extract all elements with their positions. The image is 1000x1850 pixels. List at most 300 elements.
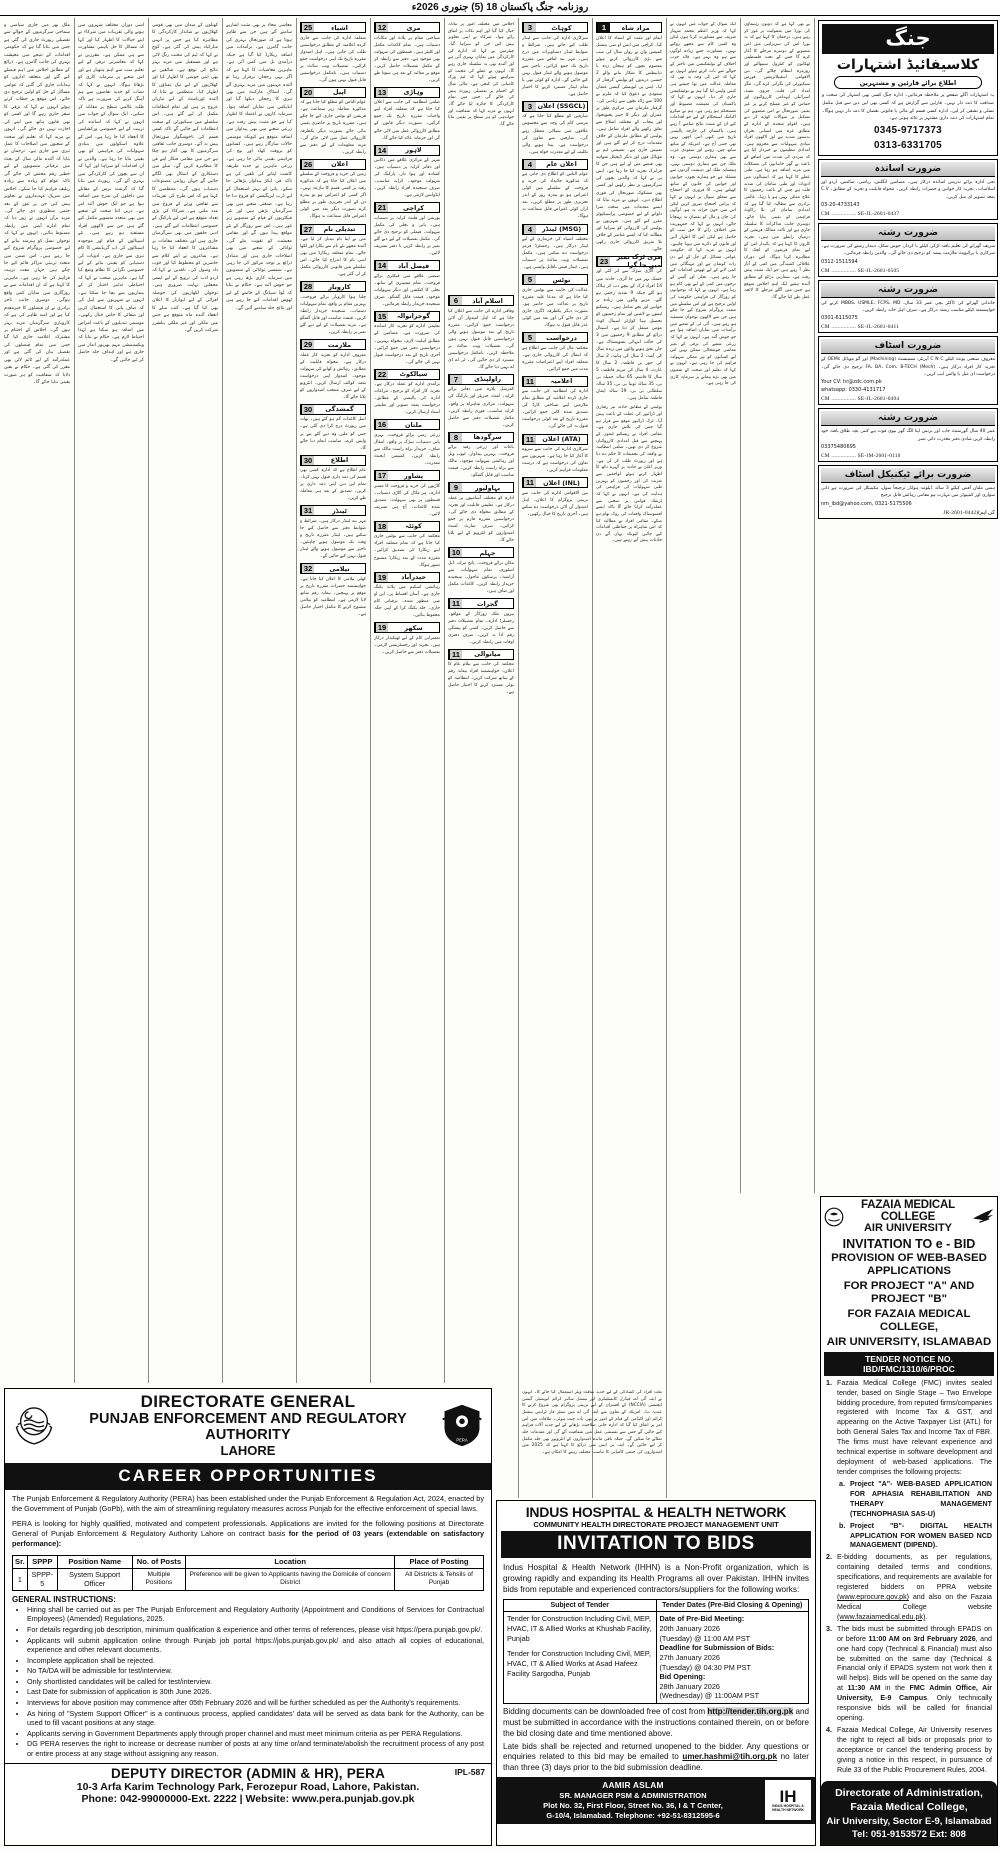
fazaia-name-1: FAZAIA MEDICAL COLLEGE (861, 1199, 955, 1224)
fazaia-project-b (821, 1521, 997, 1553)
th-no-of-posts: No. of Posts (132, 1555, 186, 1568)
ad-number: 31 (301, 506, 314, 515)
rail-ad-phone[interactable]: 03375480695 (821, 444, 856, 451)
indus-intro: Indus Hospital & Health Network (IHHN) is a Non-Profit organization, which is growing rapidly and expanding its Health Programs all over Pakistan. IHHN invites bids from reputable and experienced contractors/suppliers for the following works: (503, 1563, 809, 1595)
pera-positions-table (12, 1555, 484, 1591)
pera-logo-icon (439, 1402, 485, 1448)
clause-text: Fazaia Medical College, Air University reserves the right to reject all bids or proposals prior to acceptance or cancel the tendering process by giving a notice in this respect, in pursuance of Rule 33 of the Public Procurement Rules, 2004. (837, 1726, 992, 1774)
fazaia-headline-4: AIR UNIVERSITY, ISLAMABAD (826, 1335, 992, 1348)
pera-title-line3: LAHORE (220, 1442, 276, 1458)
ad-number: 11 (523, 435, 536, 444)
fazaia-names (844, 1199, 972, 1235)
ad-title: اطلاع (330, 456, 349, 465)
classified-ad[interactable] (374, 22, 440, 84)
classified-ad[interactable] (374, 369, 440, 417)
logo-label: INDUS HOSPITAL & HEALTH NETWORK (772, 1804, 804, 1812)
ad-title: گمشدگی (325, 405, 354, 414)
ad-number: 12 (375, 23, 388, 32)
rail-ad-email[interactable]: nm_ibd@yahoo.com, 0321-5175506 (821, 500, 912, 507)
pera-footer-address: 10-3 Arfa Karim Technology Park, Ferozepur Road, Lahore, Pakistan. (76, 1780, 420, 1793)
th-sppp: SPPP (27, 1555, 57, 1568)
list-item: • DG PERA reserves the right to increase or decrease number of posts at any time or/and terminate/abolish the recruitment process of any post or entire process at any stage without assigning any reason. (27, 1739, 484, 1758)
classified-ad[interactable] (374, 145, 440, 200)
rail-ad-title: ضرورت رشتہ (821, 283, 995, 298)
ad-body: میں نے اپنا نام تبدیل کر لیا ہے۔ آئندہ مجھے نئے نام سے پکارا اور لکھا جائے۔ تمام متعلقہ ریکارڈ میں بھی اسی نام کا اندراج کیا جائے۔ اس سلسلے میں قانونی کارروائی مکمل کر لی گئی ہے۔ (300, 237, 366, 278)
date-value-3a: 28th January 2026 (659, 1681, 720, 1691)
ad-body: محکمہ مال کی جانب سے اطلاع ہے کہ انتقال کی کارروائی جاری ہے۔ متعلقہ افراد اپنے اعتراضات مقررہ مدت میں جمع کرائیں۔ (522, 345, 588, 372)
pera-ipl-code: IPL-587 (454, 1766, 485, 1777)
rail-ad-phone[interactable]: 0301-6115075 (821, 315, 858, 322)
ad-body: وفاقی ادارے کی جانب سے اعلان کیا جاتا ہے کہ اہل امیدوار آن لائن درخواست جمع کرائیں۔ مقررہ تاریخ کے بعد موصول ہونے والی درخواستیں قابل قبول نہیں ہوں گی۔ تفصیلات ویب سائٹ پر ملاحظہ کریں۔ نامکمل درخواستیں مسترد کر دی جائیں گی۔ ٹی اے ڈی اے نہیں دیا جائے گا۔ (448, 308, 514, 370)
ad-title: نوٹس (552, 275, 571, 284)
fazaia-footer-2: Fazaia Medical College, (850, 1801, 968, 1814)
classified-ad[interactable] (448, 432, 514, 480)
classified-ad[interactable] (300, 281, 366, 336)
ad-body: مختلف اشیاء کی خریداری کے لیے ٹینڈر درکار ہیں۔ رجسٹرڈ فرمز درخواست دے سکتی ہیں۔ مکمل تفصیلات ویب سائٹ پر دستیاب ہیں۔ ٹینڈر فیس ناقابل واپسی ہے۔ (522, 237, 588, 271)
date-value-1a: 20th January 2026 (659, 1624, 720, 1634)
ad-title: سرگودھا (473, 433, 502, 442)
indus-tender-table (503, 1599, 809, 1704)
classified-ad[interactable] (300, 563, 366, 618)
classified-ad[interactable] (522, 376, 588, 431)
ad-body: عدالت کی جانب سے نوٹس جاری کیا جاتا ہے کہ مدعا علیہ مقررہ تاریخ پر عدالت میں حاضر ہو۔ بصورت دیگر یکطرفہ ڈگری جاری کر دی جائے گی اور بعد میں کوئی عذر قابل قبول نہ ہوگا۔ (522, 287, 588, 328)
ad-title: سیالکوٹ (399, 370, 428, 379)
punjab-government-crest-icon (11, 1402, 57, 1448)
classified-ad[interactable] (522, 332, 588, 373)
clause3-e: . Only technically responsive bids will be called for financial opening. (837, 1694, 992, 1723)
fazaia-crest-icon (824, 1207, 844, 1227)
ad-number: 20 (301, 88, 314, 97)
ad-body: عوام الناس کو مطلع کیا جاتا ہے کہ مذکورہ معاملہ زیر سماعت ہے۔ فریقین کو نوٹس جاری کیے جا چکے ہیں۔ مقررہ تاریخ پر حاضری یقینی بنائی جائے بصورت دیگر یکطرفہ کارروائی عمل میں لائی جائے گی۔ مزید معلومات کے لیے دفتر سے رابطہ کریں۔ (300, 100, 366, 155)
indus-address-1: Plot No. 32, First Floor, Street No. 36, I & T Center, (543, 1800, 723, 1810)
classified-ad[interactable] (300, 159, 366, 221)
pera-footer-title: DEPUTY DIRECTOR (ADMIN & HR), PERA (110, 1765, 386, 1781)
fazaia-footer (821, 1781, 997, 1846)
project-b-marker: b. (839, 1521, 846, 1530)
jang-phone-2[interactable]: 0313-6331705 (873, 139, 943, 151)
ad-body: عوام الناس کو اطلاع دی جاتی ہے کہ مذکورہ جائیداد کی خرید و فروخت کے سلسلے میں کوئی اعتراض ہو تو پندرہ روز کے اندر تحریری طور پر مطلع کریں۔ بعد ازاں کوئی اعتراض قابل سماعت نہ ہوگا۔ (522, 172, 588, 220)
list-item: • Hiring shall be carried out as per The Punjab Enforcement and Regulatory Authority (Appointment and Conditions of Services for Contractual Employees) (Amended) Regulations, 2025. (27, 1605, 484, 1624)
pera-instructions-heading: GENERAL INSTRUCTIONS: (12, 1594, 116, 1604)
classified-ad[interactable] (374, 87, 440, 142)
fazaia-footer-1: Directorate of Administration, (835, 1786, 983, 1799)
classified-ad[interactable] (448, 547, 514, 595)
ad-title: اعلان عام (546, 160, 577, 169)
note2-b: no later than three (3) days prior to the bid submission deadline. (503, 1752, 809, 1773)
rail-ad-body: شریف گھرانے کی تعلیم یافتہ لڑکی کیلئے با کردار، خوش شکل، دیندار رشتے کی ضرورت ہے۔ سرکاری یا پرائیویٹ ملازمت پیشہ کو ترجیح دی جائے گی۔ والدین رابطہ فرمائیں۔ (821, 244, 995, 257)
ad-number: 30 (301, 405, 314, 414)
classified-ad[interactable] (374, 419, 440, 467)
classified-ad[interactable] (300, 455, 366, 503)
rail-ad-body: عمر 40 سال گورنمنٹ جاب اور بزنس اپنا الگ گھر بیوی فوت ہے کتنی بچہ طلاق یافتہ خود رابطہ کریں شادی دفتر معذرت ذاتی نمبر (821, 429, 996, 442)
classified-title: کلاسیفائیڈ اشتہارات (836, 57, 980, 73)
ad-title: کاروبار (328, 282, 351, 291)
rail-ad-whatsapp[interactable]: whatsapp: 0330-4131717 (821, 387, 886, 394)
ad-body: زمین کی خرید و فروخت کے سلسلے میں اعلان کیا جاتا ہے کہ مذکورہ رقبہ پر کسی قسم کا تنازعہ نہیں۔ اگر کسی کو اعتراض ہو تو پندرہ دن کے اندر تحریری طور پر مطلع کرے بصورت دیگر بعد میں کوئی اعتراض قابل سماعت نہ ہوگا۔ (300, 172, 366, 220)
clause3-c: , and one hard copy (Technical & Financial) must also be submitted on the same day (Technical & Financial only if EPADS system not work then it will helps). Bids will be opened on the same day at (837, 1634, 992, 1693)
ad-body: تعلیمی ادارے کو تجربہ کار اساتذہ کی ضرورت ہے۔ مضامین کے مطابق اہلیت لازم۔ تنخواہ بہترین۔ درخواستیں دفتر میں جمع کرائیں۔ آخری تاریخ کے بعد درخواست قبول نہیں کی جائے گی۔ (374, 324, 440, 365)
reader-notice-pill: اطلاع برائے قارئین و مشتہرین (834, 76, 982, 89)
news-column-2: اسی دوران مختلف شہروں میں ہونے والی تقریبات میں شرکاء نے اپنے خیالات کا اظہار کیا اور کہا کہ مسائل کا حل باہمی مشاورت سے ہی ممکن ہے۔ مقررین نے کہا کہ معاشرتی ترقی کے لیے تعلیم سب سے اہم ہتھیار ہے اور اس شعبے پر سرمایہ کاری کو بڑھانا ہوگا۔ انہوں نے کہا کہ نصاب کو جدید تقاضوں سے ہم آہنگ کرنے کی ضرورت ہے تاکہ طلبہ عالمی سطح پر مقابلہ کر سکیں۔ ایک سوال کے جواب میں انہوں نے کہا کہ اساتذہ کی تربیت کے لیے خصوصی ورکشاپس کا انعقاد کیا جا رہا ہے۔ اس کے علاوہ اسکولوں میں بنیادی سہولیات کی فراہمی کو بھی یقینی بنایا جا رہا ہے۔ والدین نے ان اقدامات کو سراہا اور کہا کہ ان سے بچوں کی کارکردگی میں بہتری آئے گی۔ رپورٹ میں بتایا گیا کہ گزشتہ برس کے مقابلے میں داخلوں کی شرح میں اضافہ ہوا ہے جو ایک خوش آئند امر ہے۔ دریں اثنا صحت کے شعبے میں بھی متعدد منصوبے مکمل کیے گئے ہیں جن سے لاکھوں افراد مستفید ہو رہے ہیں۔ نئے اسپتالوں کے قیام اور موجودہ اسپتالوں کی اپ گریڈیشن کا کام تیزی سے جاری ہے۔ ادویات کی دستیابی کو یقینی بنانے کے لیے خصوصی نگرانی کا نظام وضع کیا گیا ہے۔ ماہرین صحت نے کہا کہ احتیاطی تدابیر اختیار کر کے بیماریوں سے بچا جا سکتا ہے۔ انہوں نے شہریوں سے اپیل کی کہ صاف پانی کا استعمال کریں اور صفائی کا خاص خیال رکھیں۔ موسمی تبدیلیوں کے باعث امراض میں اضافہ ہو سکتا ہے لہٰذا احتیاط لازم ہے۔ حکام نے بتایا کہ ویکسینیشن مہم بھرپور انداز میں جاری ہے اور اہداف جلد حاصل کر لیے جائیں گے۔ (78, 23, 144, 363)
rail-ad-body: ہمیں ملتان آفس کیلئے 3 سالہ ڈپلومہ ہولڈر ترجیحاً سول، مکینیکل کی ضرورت ہے ذاتی سواری اور کمپیوٹر میں مہارت ہو مقامی رہائش قابل ترجیح (821, 486, 995, 499)
ad-number: 4 (523, 225, 536, 234)
list-item: • Interviews for above position may commence after 05th February 2026 and will be further scheduled as per the Authority's requirements. (27, 1698, 484, 1708)
ad-body: مہر بند ٹینڈر درکار ہیں۔ شرائط و ضوابط دفتر سے حاصل کیے جا سکتے ہیں۔ ٹینڈر مقررہ تاریخ و وقت تک موصول ہونے چاہئیں۔ تاخیر سے موصول ہونے والے ٹینڈر قبول نہیں کیے جائیں گے۔ (300, 518, 366, 560)
cell-sr: 1 (13, 1568, 28, 1590)
ad-body: انعام اور مفت کے استاد کا اعلان کیا۔ کراچی میں ایس او سی نیشنل کمیشن وان نے رواں سال کی سب سے بڑی کارروائی کرتے ہوئے معصوم بچوں کو ہیجان زدہ یا ذیابیطس کا شکار بنانے والے 2 جنسی درندوں کو پولیس گرفتار کر لیا۔ ایس پی انویسٹی گیشن عثمان سعودی نے دعویٰ کیا کہ ملزم نے 100 سے زائد بچوں سے زیادتی کی۔ گرفتار ملزمان میں مرکزی طور پر عمران اور دیگر کا خیبر پختونخوا، اور پنجاب کے مختلف اضلاع سے تعلق رکھنے والے افراد شامل ہیں۔ پولیس کے مطابق ملزمان کے خلاف مقدمات درج کر لیے گئے ہیں اور تفتیش جاری ہے۔ تفتیشی ٹیم نے موبائل فون اور دیگر ڈیجیٹل شواہد بھی قبضے میں لے لیے ہیں جن کا فرانزک تجزیہ کیا جا رہا ہے۔ ایس پی نے کہا کہ والدین بچوں کی سرگرمیوں پر نظر رکھیں اور کسی بھی مشکوک صورتحال کی فوری اطلاع دیں۔ انہوں نے مزید بتایا کہ ایسے مقدمات میں سخت سزا دلوانے کے لیے خصوصی پراسیکیوٹر مقرر کیے گئے ہیں۔ شہریوں نے پولیس کی کارروائی کو سراہا اور مطالبہ کیا کہ ایسے عناصر کے خلاف بلا تفریق کارروائی جاری رکھی جائے۔ (596, 35, 662, 252)
ad-title: راولپنڈی (474, 375, 502, 384)
classified-ad[interactable] (374, 622, 440, 656)
fazaia-headline-3: FOR FAZAIA MEDICAL COLLEGE, (847, 1307, 971, 1333)
ad-body: رہائشی اسکیم میں پلاٹ بکنگ جاری ہے۔ آسان اقساط پر۔ این او سی منظور شدہ۔ ترقیاتی کام جاری۔ جلد بکنگ کرا کے اپنی جگہ محفوظ بنائیں۔ (374, 585, 440, 619)
ad-title: مری (406, 23, 421, 32)
contact-email[interactable]: umer.hashmi@tih.org.pk (682, 1752, 778, 1762)
classified-ad[interactable] (522, 224, 588, 272)
ad-body: کی گاڑی سڑک سے اتر گئی اور خشک نہر میں جا گری۔ حادثہ میں 14 افراد ٹرک کے نیچے دب کر ہلاک ہو گئے جبکہ 9 شدید زخمی ہو گئے۔ مرنے والوں میں زیادہ تر خواتین اور بچے شامل ہیں۔ ریسکیو ٹیموں نے لاشیں اور تمام زخمیوں کو تحصیل ہیڈ کوارٹر اسپتال کوٹ مومن منتقل کر دیا ہے۔ اسپتال ذرائع کے مطابق 9 زخمیوں میں 3 کی حالت انتہائی تشویشناک ہے۔ جاں بحق ہونے والوں میں زیدہ سال کی آمنہ، 2 سال کی ہانیہ، 2 سال کی حور بن فاطمہ، 2 سال کا عارث، 4 سال کی مریم فاطمہ، 5 سال کا قاسم، 65 سالہ جمیلہ بی بی، 35 سالہ ثونیا بی بی، 35 سالہ سلطانی بی بی، 19 سالہ ایمان فاطمہ شامل ہیں۔ (596, 269, 662, 402)
ad-number: 11 (449, 599, 462, 608)
ad-title: فیصل آباد (397, 261, 430, 270)
rail-ad-rishta-2[interactable] (818, 280, 998, 334)
classified-column-g (744, 22, 810, 1187)
jang-phone-1[interactable]: 0345-9717373 (873, 125, 943, 137)
classified-ad[interactable] (374, 470, 440, 518)
table-row (504, 1612, 809, 1704)
classified-ad[interactable] (522, 477, 588, 518)
clause2-a: E-bidding documents, as per regulations, containing detailed terms and conditions, specifications, and requirements are available for registered bidders on PPRA website (837, 1553, 992, 1592)
ad-title: پشاور (404, 471, 423, 480)
ad-number: 10 (449, 548, 462, 557)
rail-ad-code: کی ایم)(JR-2601-0442 (943, 509, 995, 516)
air-university-wing-icon (972, 1206, 994, 1228)
ad-title: درخواست (546, 333, 577, 342)
fazaia-clause-4 (821, 1725, 997, 1777)
classified-ad[interactable] (596, 22, 662, 253)
fazaia-footer-4[interactable]: Tel: 051-9153572 Ext: 808 (852, 1829, 966, 1841)
pera-intro2-a: PERA is looking for highly qualified, motivated and competent professionals. Applications are invited for the following positions at Directorate General of Punjab Enforcement & Regulatory Authority Lahore on contract basis (12, 1518, 484, 1539)
classified-ad[interactable] (522, 434, 588, 475)
clause3-d: in the (880, 1684, 910, 1693)
ad-number: 28 (301, 282, 314, 291)
ppra-url[interactable]: (www.eprocure.gov.pk) (837, 1593, 910, 1602)
indus-hospital-advertisement (496, 1500, 816, 1846)
pera-footer (5, 1763, 491, 1808)
th-location: Location (186, 1555, 395, 1568)
fazaia-tender-notice: TENDER NOTICE NO. IBD/FMC/1310/6/PROC (824, 1352, 994, 1376)
ad-body: محکمہ کی جانب سے نیلام عام کا اعلان۔ خواہشمند افراد بیعانہ رقم کے ساتھ شرکت کریں۔ انتظامیہ کو بولی مسترد کرنے کا اختیار حاصل ہے۔ (448, 662, 514, 696)
ad-number: 3 (523, 23, 536, 32)
classified-ad[interactable] (448, 649, 514, 697)
th-place-of-posting: Place of Posting (394, 1555, 483, 1568)
ad-number: 6 (449, 296, 462, 305)
ad-number: 23 (597, 257, 610, 266)
classified-ad[interactable] (374, 311, 440, 366)
masthead (0, 0, 1000, 16)
classified-ad[interactable] (300, 22, 366, 84)
ad-number: 19 (375, 623, 388, 632)
ad-number: 1 (597, 23, 610, 32)
classified-ad[interactable] (448, 598, 514, 646)
column-rule (222, 18, 223, 1383)
ad-body: کمرشل پلازہ میں دفاتر برائے کرایہ۔ لفٹ، جنریٹر اور پارکنگ کی سہولت۔ مرکزی شاہراہ پر واقع۔ کرایہ مناسب۔ فوری رابطہ کریں۔ مکمل تفصیلات دفتر سے حاصل کریں۔ (448, 387, 514, 428)
indus-hospital-logo-icon (765, 1780, 811, 1820)
clause-marker: 4. (826, 1726, 832, 1735)
project-a-text: Project "A"- WEB-BASED APPLICATION FOR APHASIA REHABILITATION AND THERAPY MANAGEMENT (TECHNOPHASIA SAS-U) (850, 1479, 992, 1518)
news-text: نے بھی کہا ہے کہ دونوں رہنماؤں کی بورڈ میں شمولیت پر غور کر رہے ہیں۔ ترجمان کا کہنا ہے کہ یہ بورڈ امن کی سربراہی میں امن منصوبے کے دوسرے مرحلے کا آغاز کرے گا جس کے تحت فلسطینی ٹھکانوں کو کنٹرول سنبھالنے اور روزمرہ انتظام چلائے گی۔ بین الاقوامی اسٹیبلائزیشن فورس سیکیورٹی کی نگرانی کرے گی۔ مگر امداد کی قلت، جزوی تنفیذ، اسرائیلی انہدامی کارروائیوں اور حماس کو غیر مسلح کرنے پر غیر یقینی صورتحال نے اس منصوبے کی تشکیل پر سوالات کھڑے کر دیے ہیں۔ اقوام متحدہ کے ادارے کے مطابق غزہ میں انسانی بحران بدستور شدید ہے اور لاکھوں افراد بنیادی سہولیات سے محروم ہیں۔ امدادی تنظیموں نے خبردار کیا ہے کہ سردی کی شدت میں اضافے کے باعث بے گھر خاندانوں کی مشکلات میں مزید اضافہ ہو رہا ہے۔ طبی عملے کا کہنا ہے کہ اسپتالوں میں ادویات اور طبی سامان کی شدید قلت ہے جس کے باعث زخمیوں کا علاج ممکن نہیں ہو پا رہا۔ عالمی برادری سے مطالبہ کیا گیا ہے کہ امدادی سامان کی بلا رکاوٹ فراہمی کو یقینی بنایا جائے۔ دوسری جانب مذاکرات کا سلسلہ جاری ہے اور ثالث ممالک فریقین کے درمیان رابطے میں ہیں۔ تجزیہ کاروں کا کہنا ہے کہ پائیدار امن کے لیے تمام فریقوں کو لچک کا مظاہرہ کرنا ہوگا۔ اس دوران علاقائی کشیدگی میں کمی کے آثار نظر آ رہے ہیں جو ایک مثبت پیش رفت ہے۔ سفارتی ذرائع کے مطابق آئندہ ہفتے ایک اہم اجلاس متوقع ہے جس میں اگلے مرحلے کا لائحہ عمل طے کیا جائے گا۔ (744, 22, 810, 300)
date-value-2a: 27th January 2026 (659, 1652, 720, 1662)
column-rule (814, 18, 815, 1193)
classified-ad[interactable] (522, 274, 588, 329)
clause2-end: . (925, 1612, 928, 1621)
ad-title: اعلان (331, 160, 348, 169)
date-value-3b: (Wednesday) @ 11:00AM PST (659, 1691, 760, 1701)
cell-subjects (504, 1612, 657, 1704)
fazaia-headline-1: PROVISION OF WEB-BASED APPLICATIONS (831, 1251, 987, 1277)
ad-body: صنعتی علاقے میں فیکٹری برائے فروخت۔ تمام مشینری کے ساتھ۔ بجلی کا کنکشن اور دیگر سہولیات موجود۔ قیمت قابل گفتگو۔ صرف سنجیدہ خریدار رابطہ فرمائیں۔ (374, 273, 440, 307)
pera-footer-contact[interactable]: Phone: 042-99000000-Ext. 2222 | Website: www.pera.punjab.gov.pk (81, 1792, 415, 1805)
ad-number: 22 (375, 370, 388, 379)
tender-subject-1: Tender for Construction Including Civil, MEP, HVAC, IT & Allied Works at Khushab Facility, Punjab (507, 1614, 652, 1643)
rail-ad-rishta-3[interactable] (818, 408, 998, 462)
ad-number: 7 (449, 375, 462, 384)
date-group-2 (660, 1643, 806, 1672)
ad-title: مراد شاہ (610, 23, 661, 32)
indus-note-1 (497, 1706, 815, 1741)
rail-ad-code: CM ................ SE-JL-2601-0437 (821, 211, 900, 218)
indus-address-2: G-10/4, Islamabad. Telephone: +92-51-8312595-6 (546, 1810, 720, 1820)
tender-url[interactable]: http://tender.tih.org.pk (707, 1707, 794, 1717)
project-a-marker: a. (839, 1479, 845, 1488)
ad-body: گاڑیوں کی خرید و فروخت کا معتبر ادارہ۔ ہر ماڈل کی گاڑی دستیاب۔ قسطوں پر بھی سہولت۔ تصدیق شدہ کاغذات۔ آج ہی تشریف لائیں۔ (374, 483, 440, 517)
ad-body: باغات اور زرعی رقبہ برائے فروخت۔ بہترین پیداوار۔ ٹیوب ویل اور رہائشی سہولت موجود۔ مالک سے براہ راست رابطہ کریں۔ قیمت مناسب اور قابل گفتگو۔ (448, 445, 514, 479)
clause-marker: 1. (826, 1378, 832, 1387)
rail-ad-technical-staff[interactable] (818, 465, 998, 519)
rail-ad-staff[interactable] (818, 336, 998, 405)
jang-masthead-block (818, 20, 998, 156)
rail-ad-phone[interactable]: 0312-1511594 (821, 258, 858, 265)
classified-ad[interactable] (300, 339, 366, 401)
classified-ad[interactable] (522, 22, 588, 98)
ad-number: 3 (523, 102, 536, 111)
th-tender-dates: Tender Dates (Pre-Bid Closing & Opening) (656, 1600, 809, 1612)
rail-ad-code: CM ................ SE-JL-2601-0411 (821, 324, 900, 331)
list-item: • For details regarding job description, minimum qualification & experience and other terms of references, please visit https://pera.punjab.gov.pk/. (27, 1625, 484, 1635)
ad-body: سرکاری ادارے کی جانب سے سروے کا آغاز کیا جا رہا ہے۔ شہریوں سے تعاون کی درخواست ہے کہ درست معلومات فراہم کریں۔ (522, 447, 588, 474)
list-item: • Only shortlisted candidates will be called for test/interview. (27, 1677, 484, 1687)
ad-title: کوئٹہ (405, 522, 422, 531)
ad-number: 18 (375, 522, 388, 531)
pera-title-line2: PUNJAB ENFORCEMENT AND REGULATORY AUTHORITY (89, 1411, 407, 1444)
clause-marker: 2. (826, 1553, 832, 1562)
rail-ad-body: نجی ادارہ برائے تدریس اساتذہ درکار ہیں۔ مضامین انگلش، ریاضی، سائنس، اردو اور اسلامیات۔ تجربہ کار خواتین و حضرات رابطہ کریں۔ تنخواہ قابلیت و تجربہ کے مطابق۔ C.V بمعہ تصویر ای میل کریں۔ (821, 180, 995, 200)
column-rule (740, 18, 741, 1193)
date-group-1 (660, 1614, 806, 1643)
ad-title: اعلامیہ (550, 377, 573, 386)
rail-ad-body: خاندانی گھرانے کی ڈاکٹر بچی عمر 33 سال، MBBS، USMLE، FCPS، MD کرنے کی خواہشمند کیلئے مناسب رشتہ درکار ہے۔ صرف اہل خانہ رابطہ کریں۔ (821, 300, 996, 314)
classified-ad[interactable] (596, 253, 662, 402)
classified-column-b (374, 22, 440, 1377)
list-item: • As hiring of "System Support Officer" is a continuous process, applied candidates' data will be served as data bank for the Authority, can be used to fill vacant positions at any stage. (27, 1709, 484, 1728)
fazaia-clause-2 (821, 1552, 997, 1623)
rail-ad-teachers[interactable] (818, 159, 998, 220)
rail-ad-code: CM ................ SE-JL-2601-0494 (821, 396, 900, 403)
ad-title: ملازمت (327, 340, 352, 349)
pera-career-banner: CAREER OPPORTUNITIES (5, 1463, 491, 1490)
news-column-1: ملک بھر میں جاری سیاسی و سماجی سرگرمیوں کے حوالے سے تفصیلی رپورٹ جاری کی گئی ہے جس میں بتایا گیا ہے کہ حکومتی اقدامات کے نتیجے میں معیشت بہتری کی جانب گامزن ہے۔ ذرائع کے مطابق اجلاس میں اہم فیصلے کیے گئے اور متعلقہ اداروں کو ہدایات جاری کی گئیں کہ عوامی مسائل کے حل کو اولین ترجیح دی جائے۔ اس موقع پر خطاب کرتے ہوئے انہوں نے کہا کہ ترقی کا سفر جاری رہے گا اور کسی کو بھی قانون ہاتھ میں لینے کی اجازت نہیں دی جائے گی۔ انہوں نے مزید کہا کہ تعلیم اور صحت کے شعبوں میں اصلاحات کا عمل تیزی سے جاری ہے۔ ترجمان نے بتایا کہ آئندہ مالی سال کے بجٹ میں ترقیاتی منصوبوں کے لیے خطیر رقم مختص کی جائے گی تاکہ عوام کو زیادہ سے زیادہ ریلیف فراہم کیا جا سکے۔ اجلاس میں شریک عہدیداروں نے تجاویز پیش کیں جن پر غور کے بعد حتمی منظوری دی جائے گی۔ مزید برآں انہوں نے زور دیا کہ تمام ادارے آپس میں رابطہ مضبوط بنائیں۔ انہوں نے کہا کہ نوجوان نسل کو ہنرمند بنانے کے لیے خصوصی پروگرام شروع کیے جا رہے ہیں۔ اس ضمن میں متعدد تربیتی مراکز قائم کیے جا چکے ہیں جہاں مفت تربیت فراہم کی جا رہی ہے۔ ماہرین کا کہنا ہے کہ ان اقدامات سے بے روزگاری میں نمایاں کمی واقع ہوگی۔ دوسری جانب تاجر برادری نے ان فیصلوں کا خیرمقدم کیا ہے اور امید ظاہر کی ہے کہ کاروباری سرگرمیاں مزید بہتر ہوں گی۔ اجلاس کے اختتام پر مشترکہ اعلامیہ جاری کیا گیا جس میں تمام فیصلوں کی تفصیل بیان کی گئی ہے اور عملدرآمد کے لیے ٹائم لائن بھی مقرر کی گئی ہے۔ حکام نے یقین دلایا کہ شفافیت کو ہر صورت یقینی بنایا جائے گا۔ (4, 23, 70, 385)
clause3-a: The bids must be submitted through EPADS on or before (837, 1624, 992, 1643)
ad-number: 27 (301, 225, 314, 234)
ad-body: عام اطلاع ہے کہ ادارہ کسی بھی قسم کی ذمہ داری قبول نہیں کرتا۔ تمام لین دین اپنی ذمہ داری پر کریں۔ تصدیق کے بعد ہی معاملہ طے کریں۔ (300, 468, 366, 502)
date-label-1: Date of Pre-Bid Meeting: (659, 1614, 745, 1624)
date-label-3: Bid Opening: (659, 1672, 706, 1682)
ad-number: 9 (449, 483, 462, 492)
ad-number: 16 (375, 420, 388, 429)
list-item: • No TA/DA will be admissible for test/interview. (27, 1666, 484, 1676)
date-value-2b: (Tuesday) @ 04:30 PM PST (659, 1662, 751, 1672)
rail-ad-title: ضرورت اسٹاف (821, 339, 995, 354)
news-text: ایک سوال کے جواب میں انہوں نے کہا کہ وزیر اعظم محمد شہباز شریف سے مشاورت کرتا ہوں لیکن وہ کسی کام سے مجھے روکتے نہیں۔ مشاورت جتنے زیادہ لوگوں سے ہو وہ بہتر ہے۔ قائد حزب اختلاف کے نوٹیفکیشن میں تاخیر کے حوالے سے بات کرتے ہوئے انہوں نے کہا کہ اس کی وجہ یہ تھی کہ معاملہ عدالت میں تھا جیسے ہی کیس واپس لیا گیا ہم نے نوٹیفکیشن جاری کر دیا۔ انہوں نے کہا کہ پاکستان کی معیشت مضبوط اور مستحکم ہو رہی ہے۔ ہم نے میکرو اکنامک استحکام کے لیے جو اقدامات کیے ان کے مثبت نتائج سامنے آ رہے ہیں۔ پاکستان کی خارجہ پالیسی تاریخ میں کبھی اتنی اچھی نہیں تھی جتنی آج ہے۔ امریکہ کے ساتھ ساتھ چین، روس اور سعودی عرب سے بھی ہماری دوستی ہے۔ وہ ملک جن سے ہماری دوستی نہیں، ہمسایہ ملک اور دہشت گردوں سے مسئلہ ہے جو ہمارے بچوں، جوانوں اور خواتین کی جانوں کے ساتھ کھیلتے ہیں۔ 8 فروری کے احتجاج سے متعلق سوال پر انہوں نے کہا کہ پرامن احتجاج ضرور کریں لیکن اس میں خون خرابہ نہ ہو، لوگوں کی جان و مال کو نقصان نہ پہنچایا جائے۔ انہوں نے کہا کہ جمہوریت میں اختلاف رائے کا حق سب کو حاصل ہے لیکن اس کا اظہار آئین اور قانون کے دائرے میں ہونا چاہیے۔ انہوں نے مزید کہا کہ حکومت عوامی مسائل کے حل کے لیے دن رات کوشاں ہے اور مہنگائی میں کمی لانے کے لیے ٹھوس اقدامات کیے جا رہے ہیں۔ بجلی اور گیس کے نرخوں میں کمی کے لیے بھی کام ہو رہا ہے۔ انہوں نے کہا کہ نوجوانوں کو روزگار کی فراہمی حکومت کی اولین ترجیح ہے اور اس سلسلے میں متعدد پروگرام شروع کیے جا چکے ہیں جن سے لاکھوں نوجوان مستفید ہو رہے ہیں۔ آئی ٹی کے شعبے میں برآمدات میں نمایاں اضافہ ہوا ہے جو خوش آئند ہے۔ انہوں نے کہا کہ زرعی شعبے کی ترقی کے بغیر معاشی خوشحالی ممکن نہیں اس لیے کسانوں کو ہر ممکن سہولت فراہم کی جا رہی ہے۔ انہوں نے کہا کہ تعلیم اور صحت کے شعبوں میں بھی بڑے پیمانے پر سرمایہ کاری کی جا رہی ہے۔ (670, 22, 736, 387)
column-rule (296, 18, 297, 1383)
fazaia-header (821, 1197, 997, 1235)
ad-title: کوہاٹ (551, 23, 572, 32)
table-header-row (504, 1600, 809, 1612)
ad-number: 11 (449, 650, 462, 659)
fazaia-headline-2: FOR PROJECT "A" AND PROJECT "B" (843, 1279, 975, 1305)
classified-ad[interactable] (448, 374, 514, 429)
ad-title: وہاڑی (403, 88, 424, 97)
ad-title: ملتان (404, 420, 423, 429)
rail-ad-phone[interactable]: 03-20-4733143 (821, 202, 860, 209)
ad-number: 17 (375, 471, 388, 480)
ad-title: گجرات (477, 599, 498, 608)
rail-ad-email[interactable]: Your CV: hr@zdc.com.pk (821, 379, 882, 386)
indus-contact-role: SR. MANAGER PSM & ADMINISTRATION (559, 1791, 707, 1801)
classified-ad[interactable] (374, 521, 440, 569)
news-text-below: ملت افراد کی کشادگی کے لیے جدید سافٹ ویئر استعمال کیا جائے گا۔ انہوں نے ایف آئی اے، فیڈرل کانسٹیبلری اور نیشنل سائبر کرائم انویسٹی گیشن ایجنسی (NCCIA) کے افسران کے لیے تربیتی پروگرام بھی شروع کرنے کا عندیہ دیا۔ امریکہ کے تعاون سے ایف آئی اے میں سنٹر فار ٹرانس نیشنل کرائم اور اکیڈمی کے قیام کے امور پر بھی بات چیت ہوئی۔ ملاقات میں اس امر پر اتفاق کیا گیا کہ ادارہ جاتی صلاحیت بڑھانے کے لیے جدید آلات فراہم کیے جائیں گے جس سے تفتیشی عمل میں شفافیت آئے گی اور مقدمات جلد نمٹائے جا سکیں گے۔ جبکہ باقی ماندہ امیدواروں کے انٹرویوز بھی جلد مکمل کر لیے جائیں گے۔ ایف پی ایس سی ذرائع کا کہنا ہے کہ 2025 میں امیدواروں کی حتمی کامیابی کا تناسب مختلف رہنے کا امکان ہے۔ (522, 1390, 662, 1455)
ad-body: ضلعی انتظامیہ کی جانب سے اعلان کیا جاتا ہے کہ متعلقہ افراد اپنے واجبات مقررہ تاریخ تک جمع کرائیں۔ بصورت دیگر قانون کے مطابق کارروائی عمل میں لائی جائے گی اور جرمانہ عائد کیا جائے گا۔ (374, 100, 440, 141)
fazaia-footer-3: Air University, Sector E-9, Islamabad (826, 1816, 992, 1827)
logo-mark: IH (779, 1787, 797, 1806)
ad-title: جہلم (479, 548, 496, 557)
jang-logo: جنگ (822, 24, 994, 54)
rail-ad-body: معروف صنعتی یونٹ کیلئے C N C آپریٹر، مشینسٹ (Machining) اور آٹو موبائل OEMs کے تجربہ کار افراد درکار ہیں۔ FA، BA، Com، B-TECH (Mech) ترجیح دی جائے گی۔ درخواست ای میل یا واٹس ایپ کریں۔ (821, 357, 996, 377)
news-column-3: کھیلوں کے میدان میں بھی قومی کھلاڑیوں نے شاندار کارکردگی کا مظاہرہ کیا ہے جس پر انہیں مبارکباد پیش کی گئی ہے۔ کوچ نے کہا کہ ٹیم کی محنت رنگ لائی ہے اور مستقبل میں مزید بہتر نتائج کی توقع ہے۔ شائقین نے بھی اپنی خوشی کا اظہار کیا اور کھلاڑیوں کے لیے نیک تمناؤں کا اظہار کیا۔ منتظمین نے بتایا کہ آئندہ ٹورنامنٹ کے لیے تیاریاں عروج پر ہیں اور تمام انتظامات مکمل کر لیے گئے ہیں۔ اس سلسلے میں سیکیورٹی کے سخت انتظامات کیے جائیں گے تاکہ کسی قسم کی ناخوشگوار صورتحال پیش نہ آئے۔ دوسری جانب ثقافتی سرگرمیوں کا بھی آغاز ہو چکا ہے جن میں مقامی فنکار اپنے فن کا مظاہرہ کریں گے۔ میلے میں دستکاری کے اسٹال بھی لگائے جائیں گے جہاں روایتی مصنوعات دستیاب ہوں گی۔ منتظمین کا کہنا ہے کہ اس طرح کی تقریبات سے ثقافتی ورثے کے فروغ میں مدد ملتی ہے۔ شرکاء کی بڑی تعداد متوقع ہے اس لیے پارکنگ کے خصوصی انتظامات کیے گئے ہیں۔ ادبی حلقوں میں بھی سرگرمیاں جاری ہیں اور مختلف مقامات پر مشاعروں کا انعقاد کیا جا رہا ہے۔ شاعروں نے اپنے کلام سے حاضرین کو محظوظ کیا اور خوب داد وصول کی۔ ناقدین نے کہا کہ اردو ادب کی ترویج کے لیے ایسی محفلیں نہایت ضروری ہیں۔ نوجوان لکھاریوں کی حوصلہ افزائی کے لیے ایوارڈز کا اعلان بھی کیا گیا ہے۔ کتب میلے کا انعقاد آئندہ ماہ متوقع ہے جس میں ملکی اور غیر ملکی پبلشرز شرکت کریں گے۔ (152, 23, 218, 333)
ad-title: ٹینڈر (332, 506, 347, 515)
classified-ad[interactable] (374, 202, 440, 257)
ad-title: نیلامی (329, 564, 350, 573)
ad-body: برآمدی ادارے کو عملہ درکار ہے۔ تجربہ کار افراد کو ترجیح۔ مراعات ادارہ کی پالیسی کے مطابق۔ درخواست بمعہ تصویر اور تعلیمی اسناد ارسال کریں۔ (374, 382, 440, 416)
classified-ad[interactable] (522, 101, 588, 156)
ad-title: (MSG) ٹینڈر (541, 225, 582, 234)
cell-place-of-posting: All Districts & Tehsils of Punjab (394, 1568, 483, 1590)
classified-ad[interactable] (448, 295, 514, 371)
indus-footer-text (501, 1780, 765, 1821)
list-item: • Incomplete application shall be rejected. (27, 1656, 484, 1666)
ad-body: ادارہ کی انتظامیہ کی جانب سے جاری کردہ اعلامیہ کے مطابق تمام ملازمین اپنے شناختی کارڈ کی تصدیق شدہ کاپی جمع کرائیں۔ مقررہ تاریخ کے بعد کوئی درخواست قبول نہ کی جائے گی۔ (522, 389, 588, 430)
ad-body: اصل کاغذات گم ہو گئے ہیں۔ تھانہ میں رپورٹ درج کرا دی گئی ہے۔ جس کو ملیں وہ دیے گئے پتے پر واپس کرے۔ مناسب انعام دیا جائے گا۔ (300, 417, 366, 451)
classified-ad[interactable] (374, 572, 440, 620)
ad-title: اشیاء (331, 23, 348, 32)
ad-number: 19 (375, 573, 388, 582)
cell-sppp: SPPP-5 (27, 1568, 57, 1590)
ad-number: 8 (449, 433, 462, 442)
ad-title: لاہور (405, 146, 422, 155)
indus-contact-name: AAMIR ASLAM (602, 1780, 664, 1791)
list-item: • Last Date for submission of application is 30th June 2026. (27, 1687, 484, 1697)
pera-intro2-b: for the period of 03 years (extendable on satisfactory performance): (12, 1529, 484, 1549)
classified-column-d (522, 22, 588, 1492)
ad-body: کھلی نیلامی کا اعلان کیا جاتا ہے۔ خواہشمند حضرات مقررہ تاریخ پر موقع پر پہنچیں۔ بیعانہ رقم ساتھ لانا لازمی ہے۔ انتظامیہ کو نیلامی منسوخ کرنے کا مکمل اختیار حاصل ہے۔ (300, 576, 366, 617)
reader-notice-text: یہ اشتہارات اگلے صفحے پر ملاحظہ فرمائیں۔ ادارہ جنگ کسی بھی اشتہار کی صحت و صداقت کا ذمہ دار نہیں۔ قارئین سے گزارش ہے کہ کسی بھی لین دین سے قبل مکمل تسلی و تشفی کر لیں۔ ادارہ کسی قسم کے مالی یا قانونی نقصان کا ذمہ دار نہیں ہوگا۔ تمام اشتہارات کی ذمہ داری مشتہر پر عائد ہوتی ہے۔ (822, 93, 994, 122)
rail-ad-title: ضرورت اساتذہ (821, 162, 995, 177)
fazaia-invitation: INVITATION TO e - BID (842, 1236, 976, 1251)
cell-position-name: System Support Officer (57, 1568, 132, 1590)
ad-number: 4 (523, 160, 536, 169)
classified-ad[interactable] (300, 87, 366, 156)
ad-number: 21 (375, 203, 388, 212)
news-column-4: معاشی محاذ پر بھی مثبت اشاریے سامنے آئے ہیں جن سے ظاہر ہوتا ہے کہ صورتحال بہتری کی جانب گامزن ہے۔ برآمدات میں اضافہ ریکارڈ کیا گیا ہے جبکہ درآمدی بل میں کمی آئی ہے۔ ماہرین معاشیات کا کہنا ہے کہ اگر یہی رجحان برقرار رہا تو آئندہ مہینوں میں مزید بہتری آئے گی۔ اسٹاک مارکیٹ میں بھی تیزی کا رجحان دیکھا گیا اور انڈیکس میں نمایاں اضافہ ہوا۔ سرمایہ کاروں نے اعتماد کا اظہار کیا ہے جو مثبت پیش رفت ہے۔ زرعی شعبے میں بھی پیداوار میں اضافہ متوقع ہے کیونکہ موسمی حالات سازگار رہے ہیں۔ کسانوں کو بروقت کھاد اور بیج کی فراہمی یقینی بنائی جا رہی ہے۔ زرعی ماہرین نے جدید طریقہ کاشت اپنانے کی تلقین کی ہے تاکہ فی ایکڑ پیداوار بڑھائی جا سکے۔ پانی کے بہتر استعمال کے لیے ڈرپ ایریگیشن کو فروغ دیا جا رہا ہے۔ صنعتی شعبے میں بھی سرگرمیاں بڑھی ہیں اور نئی فیکٹریوں کے قیام کے منصوبے زیر غور ہیں۔ اس سے روزگار کے نئے مواقع پیدا ہوں گے اور مقامی معیشت کو تقویت ملے گی۔ توانائی کے شعبے میں بھی اصلاحات جاری ہیں اور متبادل ذرائع پر توجہ مرکوز کی جا رہی ہے۔ شمسی توانائی کے منصوبوں میں سرمایہ کاری بڑھ رہی ہے جو خوش آئند ہے۔ حکام نے بتایا کہ لوڈ شیڈنگ کے خاتمے کے لیے ٹھوس اقدامات کیے جا رہے ہیں اور نتائج جلد سامنے آئیں گے۔ (226, 23, 292, 311)
fazaia-url[interactable]: (www.fazaiamedical.edu.pk) (837, 1612, 926, 1621)
date-value-1b: (Tuesday) @ 11:00 AM PST (659, 1633, 751, 1643)
column-rule (370, 18, 371, 1383)
cell-location: Preference will be given to Applicants having the Domicile of concern District (186, 1568, 395, 1590)
ad-number: 32 (301, 564, 314, 573)
date-group-3 (660, 1672, 806, 1701)
svg-text:PERA: PERA (456, 1437, 468, 1443)
ad-body: صارفین کو مطلع کیا جاتا ہے کہ مرمتی کام کی وجہ سے مخصوص علاقوں میں سپلائی معطل رہے گی۔ صارفین سے تعاون کی درخواست ہے۔ پیدا ہونے والی تکلیف کے لیے معذرت خواہ ہیں۔ (522, 114, 588, 155)
ad-body: سیاحتی مقام پر پلاٹ اور مکانات دستیاب ہیں۔ تمام کاغذات مکمل اور کلیئر ہیں۔ قسطوں کی سہولت بھی موجود ہے۔ دفتر سے رابطہ کر کے مکمل تفصیلات حاصل کریں۔ موقع پر معائنہ کے بعد ہی سودا طے کریں۔ (374, 35, 440, 83)
right-rail (818, 20, 998, 1192)
ad-title: میانوالی (474, 650, 501, 659)
note1-a: Bidding documents can be downloaded free of cost from (503, 1707, 708, 1717)
pera-titles (57, 1392, 439, 1458)
clause-text (837, 1625, 992, 1724)
classified-ad[interactable] (300, 404, 366, 452)
classified-column-c (448, 22, 514, 1377)
ad-number: 29 (301, 340, 314, 349)
ad-title: کراچی (403, 203, 424, 212)
ad-title: حیدرآباد (401, 573, 426, 582)
classified-ad[interactable] (374, 260, 440, 308)
ad-title: (SSGCL) اعلان (537, 102, 586, 111)
ad-body: مکان برائے فروخت۔ پانچ مرلہ، ڈبل اسٹوری، تمام سہولیات سے آراستہ۔ پرسکون ماحول۔ سنجیدہ خریدار رابطہ کریں۔ کاغذات مکمل اور صاف ہیں۔ (448, 560, 514, 594)
ad-body: زرعی زمین برائے فروخت۔ نہری پانی دستیاب، سڑک پر واقع۔ انتقال صاف۔ خریدار براہ راست مالک سے رابطہ کریں۔ کمیشن ایجنٹ معذرت۔ (374, 432, 440, 467)
fazaia-name-2: AIR UNIVERSITY (863, 1222, 952, 1235)
clause-text (837, 1553, 992, 1622)
ad-body: پورشن اور فلیٹ کرایہ پر دستیاب ہیں۔ پانی و بجلی کی مکمل سہولت۔ فیملی کو ترجیح دی جائے گی۔ مکمل تفصیلات کے لیے دیے گئے نمبر پر رابطہ کریں یا دفتر تشریف لائیں۔ (374, 215, 440, 257)
bid-venue: FMC Admin Office, Air University, E-9 Campus (837, 1684, 993, 1703)
ad-body: بیرون ملک روزگار کے مواقع۔ رجسٹرڈ ادارہ۔ تمام تفصیلات دفتر سے حاصل کریں۔ کسی کو پیشگی رقم ادا نہ کریں۔ صرف دفتری اوقات میں رابطہ کریں۔ (448, 611, 514, 645)
classified-ad[interactable] (300, 505, 366, 560)
news-text: پولیس کے مطابق حادثہ تیز رفتاری اور ڈرائیور کی غفلت کے باعث پیش آیا۔ ٹرک ڈرائیور موقع سے فرار ہو گیا جس کی تلاش جاری ہے۔ مقامی افراد نے ریسکیو ٹیموں کے پہنچنے سے قبل امدادی کارروائیاں شروع کر دی تھیں۔ ضلعی انتظامیہ نے واقعہ کی تحقیقات کا حکم دے دیا ہے اور رپورٹ طلب کر لی ہے۔ وزیر اعلیٰ نے حادثہ پر گہرے دکھ کا اظہار کرتے ہوئے لواحقین سے تعزیت کی اور زخمیوں کو بہترین طبی سہولیات کی فراہمی کی ہدایت کی ہے۔ انہوں نے کہا کہ ٹریفک قوانین پر سختی سے عملدرآمد کرایا جائے گا تاکہ ایسے افسوسناک واقعات کی روک تھام ہو سکے۔ مقامی افراد نے مطالبہ کیا کہ اس شاہراہ پر حفاظتی اقدامات کیے جائیں کیونکہ یہاں آئے دن حادثات پیش آتے رہتے ہیں۔ (596, 405, 662, 544)
list-item: • Applicants will submit application online through Punjab job portal https://jobs.punjab.gov.pk/ and also attach all copies of educational, experience and other relevant documents. (27, 1636, 484, 1655)
classified-ad[interactable] (522, 159, 588, 221)
ad-body: شہر کے مرکزی علاقے میں دکانیں اور دفاتر کرایہ پر دستیاب ہیں۔ کشادہ اور ہوا دار، پارکنگ کی سہولت موجود۔ کرایہ مناسب۔ صرف سنجیدہ افراد رابطہ کریں۔ ایڈوانس لازمی ہے۔ (374, 158, 440, 199)
ad-number: 11 (523, 377, 536, 386)
classified-ad[interactable] (300, 224, 366, 279)
project-b-text: Project "B"- DIGITAL HEALTH APPLICATION FOR WOMEN BASED NCD MANAGEMENT (DIPEND). (850, 1521, 992, 1550)
date-label-2: Deadline for Submission of Bids: (659, 1643, 775, 1653)
rail-ad-rishta-1[interactable] (818, 223, 998, 277)
classified-ad[interactable] (448, 482, 514, 544)
classified-column-a (300, 22, 366, 1377)
ad-title: مری ٹرک نمبر میں جا گرا (616, 253, 661, 270)
ad-number: 14 (375, 261, 388, 270)
pera-instructions-list (5, 1605, 491, 1759)
ad-number: 25 (301, 23, 314, 32)
ad-title: تبدیلی نام (323, 225, 356, 234)
rail-ad-title: ضرورت رشتہ (821, 226, 995, 241)
fazaia-project-a (821, 1479, 997, 1521)
